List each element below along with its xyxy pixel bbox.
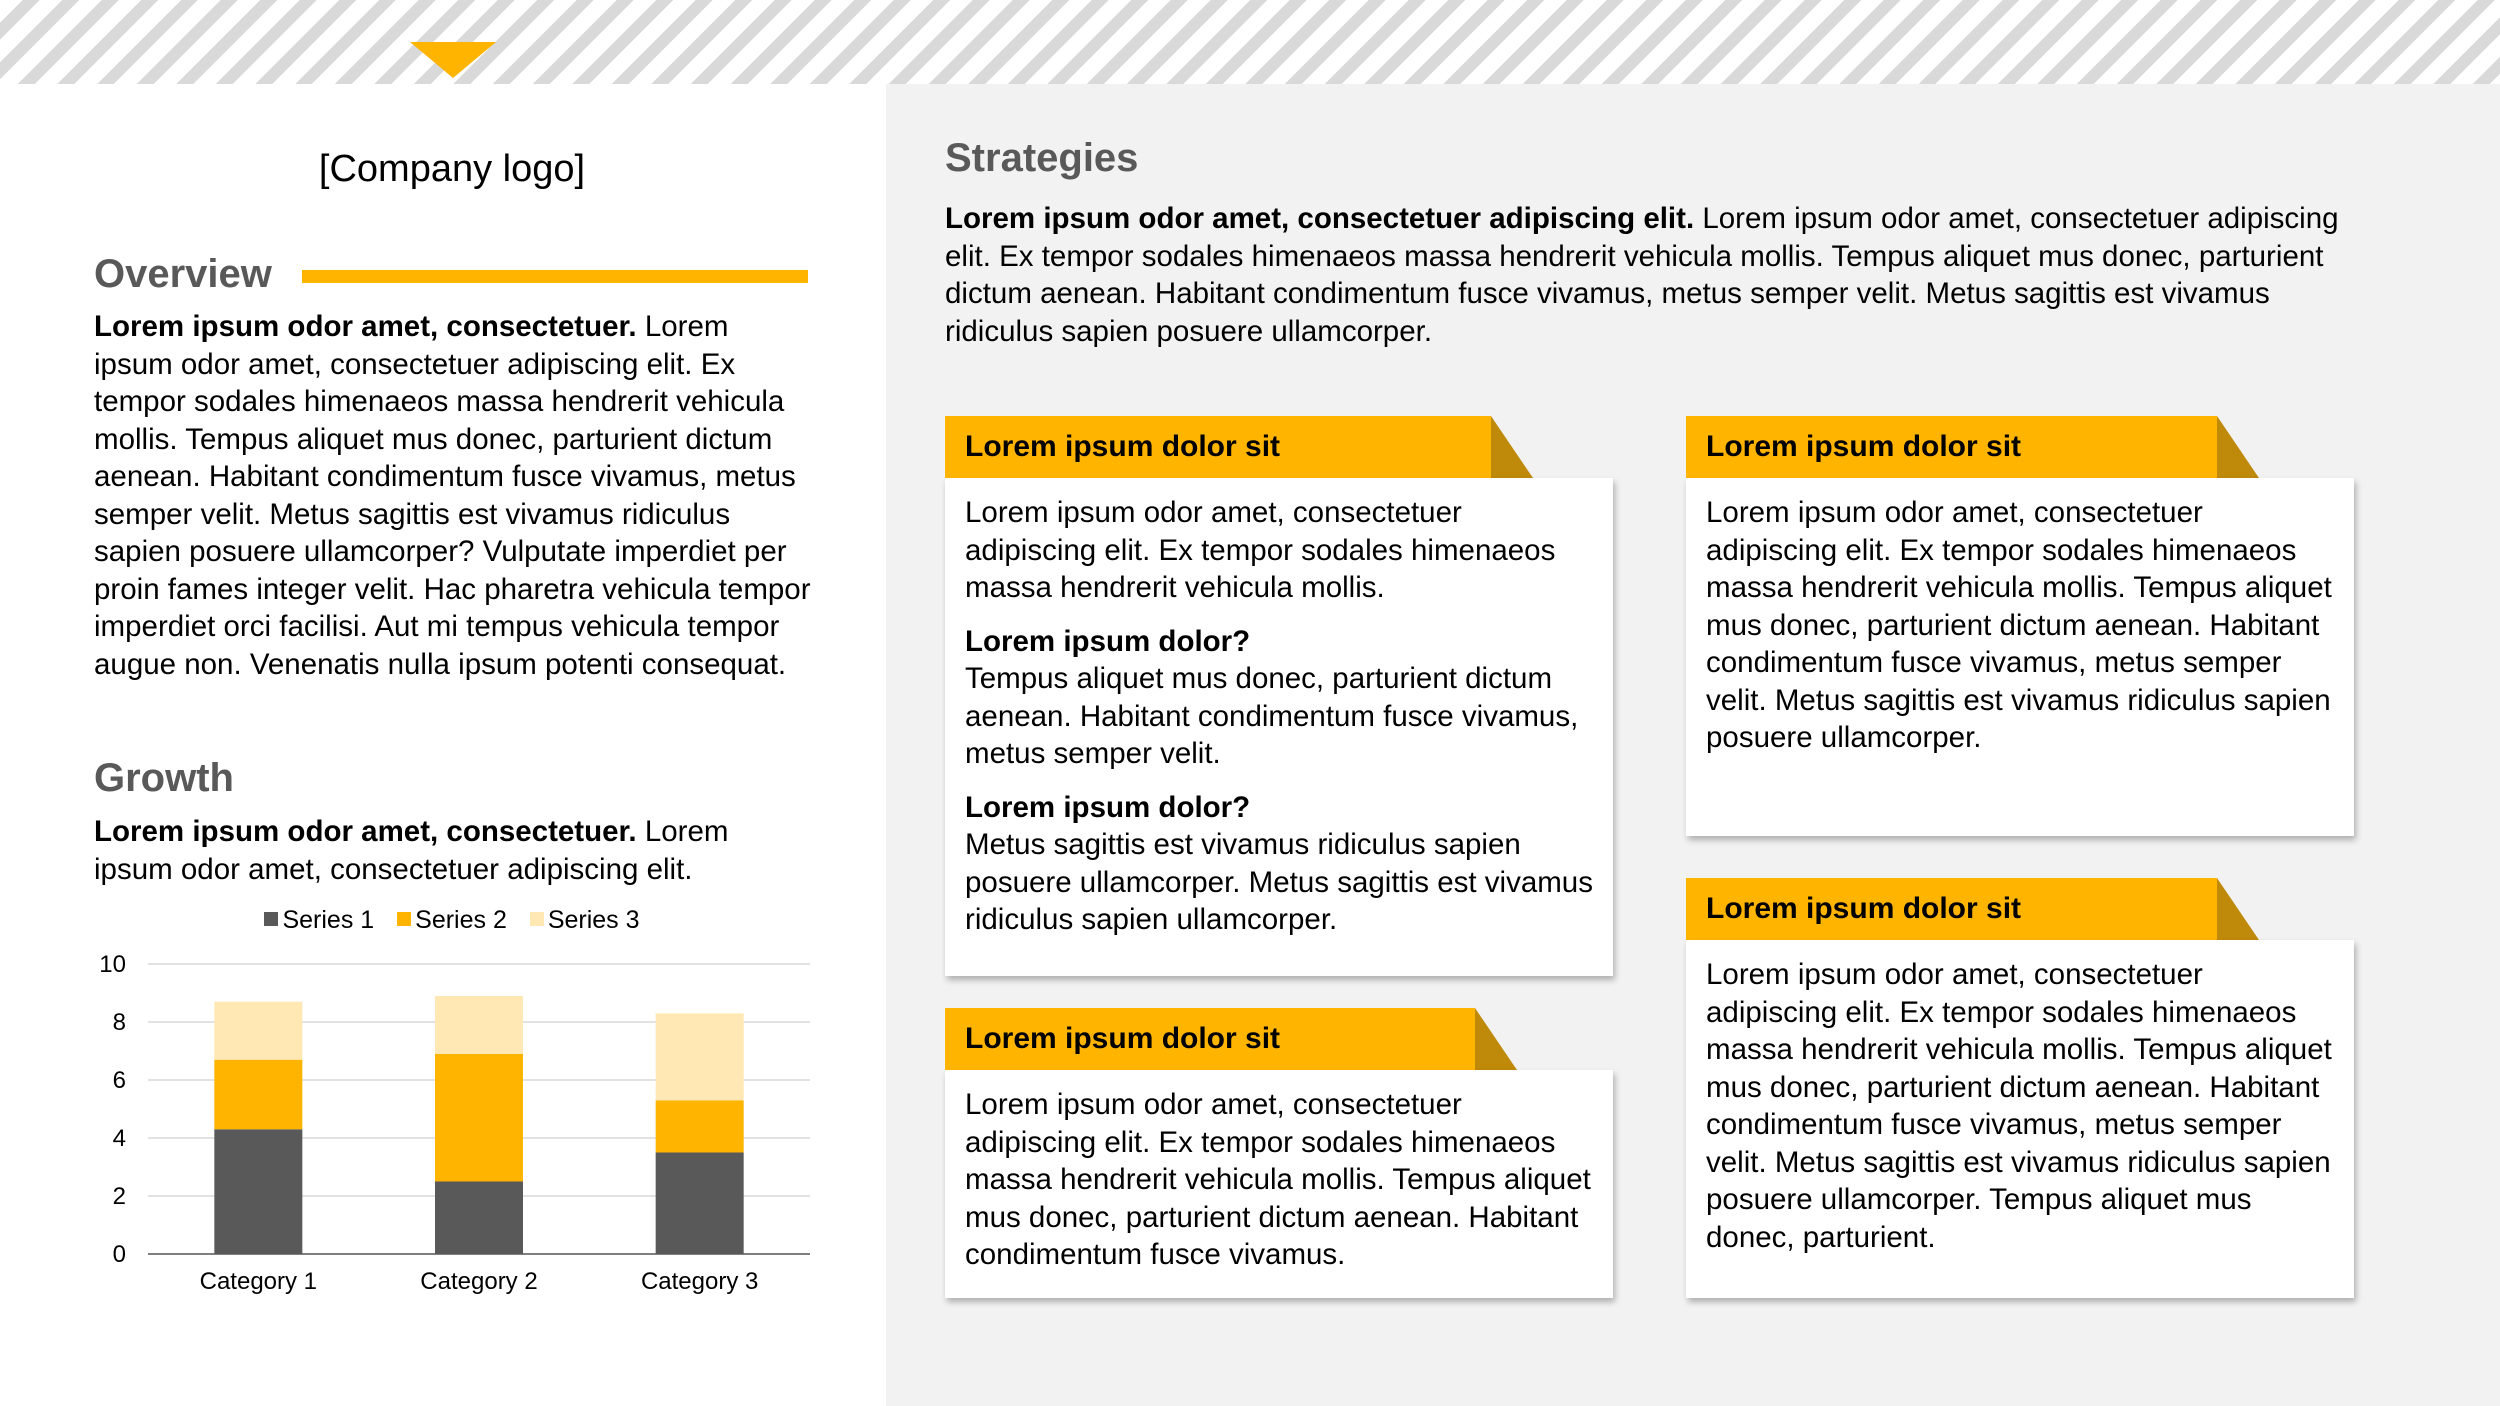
bar-3-3 — [656, 1013, 744, 1100]
card-1-question-1: Lorem ipsum dolor? — [965, 624, 1251, 658]
overview-accent-line — [302, 270, 808, 283]
striped-banner — [0, 0, 2500, 84]
card-1-fold — [1491, 416, 1533, 478]
card-4-text: Lorem ipsum odor amet, consectetuer adipiscing elit. Ex tempor sodales himenaeos massa hendrerit vehicula mollis. Tempus aliquet mus donec, parturient dictum aenean. Habitant condimentum fusce vivamus, metus semper velit. Metus sagittis est vivamus ridiculus sapien posuere ullamcorper. Tempus aliquet mus donec, parturient. — [1706, 958, 2332, 1254]
growth-text — [94, 813, 814, 888]
bar-2-3 — [656, 1100, 744, 1152]
card-1-question-2: Lorem ipsum dolor? — [965, 790, 1251, 824]
card-2-body — [945, 1070, 1613, 1298]
triangle-marker — [410, 42, 496, 78]
bar-3-1 — [214, 1002, 302, 1060]
legend-series-1 — [264, 906, 374, 935]
card-1-answer-1: Tempus aliquet mus donec, parturient dictum aenean. Habitant condimentum fusce vivamus, metus semper velit. — [965, 662, 1579, 770]
card-3-fold — [2217, 416, 2259, 478]
card-3-body — [1686, 478, 2354, 836]
bar-3-2 — [435, 996, 523, 1054]
growth-lead: Lorem ipsum odor amet, consectetuer. — [94, 815, 637, 848]
bar-2-1 — [214, 1060, 302, 1130]
legend-swatch-2 — [397, 912, 411, 926]
card-4-body — [1686, 940, 2354, 1298]
legend-swatch-1 — [264, 912, 278, 926]
legend-label-1: Series 1 — [282, 906, 375, 934]
x-tick-label: Category 3 — [640, 1268, 759, 1295]
overview-lead: Lorem ipsum odor amet, consectetuer. — [94, 310, 637, 343]
bar-1-1 — [214, 1129, 302, 1254]
card-1-header: Lorem ipsum dolor sit — [945, 416, 1491, 478]
strategies-text — [945, 200, 2365, 350]
card-2-text: Lorem ipsum odor amet, consectetuer adipiscing elit. Ex tempor sodales himenaeos massa hendrerit vehicula mollis. Tempus aliquet mus donec, parturient dictum aenean. Habitant condimentum fusce vivamus. — [965, 1088, 1591, 1271]
bar-1-3 — [656, 1153, 744, 1255]
growth-bar-chart — [80, 940, 820, 1310]
card-2-header: Lorem ipsum dolor sit — [945, 1008, 1475, 1070]
legend-series-3 — [530, 906, 640, 935]
card-2-fold — [1475, 1008, 1517, 1070]
card-4-header: Lorem ipsum dolor sit — [1686, 878, 2217, 940]
overview-text — [94, 308, 814, 683]
legend-swatch-3 — [530, 912, 544, 926]
y-tick-label: 4 — [112, 1125, 126, 1152]
x-tick-label: Category 1 — [199, 1268, 318, 1295]
overview-body: Lorem ipsum odor amet, consectetuer adipiscing elit. Ex tempor sodales himenaeos massa hendrerit vehicula mollis. Tempus aliquet mus donec, parturient dictum aenean. Habitant condimentum fusce vivamus, metus semper velit. Metus sagittis est vivamus ridiculus sapien posuere ullamcorper? Vulputate imperdiet per proin fames integer velit. Hac pharetra vehicula tempor imperdiet orci facilisi. Aut mi tempus vehicula tempor augue non. Venenatis nulla ipsum potenti consequat. — [94, 310, 811, 681]
company-logo-placeholder: [Company logo] — [318, 148, 586, 190]
bar-1-2 — [435, 1182, 523, 1255]
strategies-lead: Lorem ipsum odor amet, consectetuer adipiscing elit. — [945, 202, 1695, 235]
y-tick-label: 2 — [112, 1183, 126, 1210]
growth-body: Lorem ipsum odor amet, consectetuer adipiscing elit. — [94, 815, 729, 886]
card-1-intro: Lorem ipsum odor amet, consectetuer adipiscing elit. Ex tempor sodales himenaeos massa hendrerit vehicula mollis. — [965, 496, 1556, 604]
card-4-fold — [2217, 878, 2259, 940]
legend-label-3: Series 3 — [547, 906, 640, 934]
legend-label-2: Series 2 — [415, 906, 507, 934]
y-tick-label: 0 — [112, 1241, 126, 1268]
strategies-heading: Strategies — [945, 136, 1139, 180]
y-tick-label: 8 — [112, 1009, 126, 1036]
card-3-text: Lorem ipsum odor amet, consectetuer adipiscing elit. Ex tempor sodales himenaeos massa hendrerit vehicula mollis. Tempus aliquet mus donec, parturient dictum aenean. Habitant condimentum fusce vivamus, metus semper velit. Metus sagittis est vivamus ridiculus sapien posuere ullamcorper. — [1706, 496, 2332, 754]
y-tick-label: 6 — [112, 1067, 126, 1094]
card-1-body — [945, 478, 1613, 976]
overview-heading: Overview — [94, 252, 272, 296]
x-tick-label: Category 2 — [420, 1268, 538, 1295]
legend-series-2 — [397, 906, 507, 935]
bar-2-2 — [435, 1054, 523, 1182]
chart-legend — [94, 906, 810, 935]
growth-heading: Growth — [94, 756, 234, 800]
y-tick-label: 10 — [99, 951, 126, 978]
card-1-answer-2: Metus sagittis est vivamus ridiculus sapien posuere ullamcorper. Metus sagittis est vivamus ridiculus sapien ullamcorper. — [965, 828, 1593, 936]
card-3-header: Lorem ipsum dolor sit — [1686, 416, 2217, 478]
strategies-body: Lorem ipsum odor amet, consectetuer adipiscing elit. Ex tempor sodales himenaeos massa hendrerit vehicula mollis. Tempus aliquet mus donec, parturient dictum aenean. Habitant condimentum fusce vivamus, metus semper velit. Metus sagittis est vivamus ridiculus sapien posuere ullamcorper. — [945, 202, 2339, 348]
